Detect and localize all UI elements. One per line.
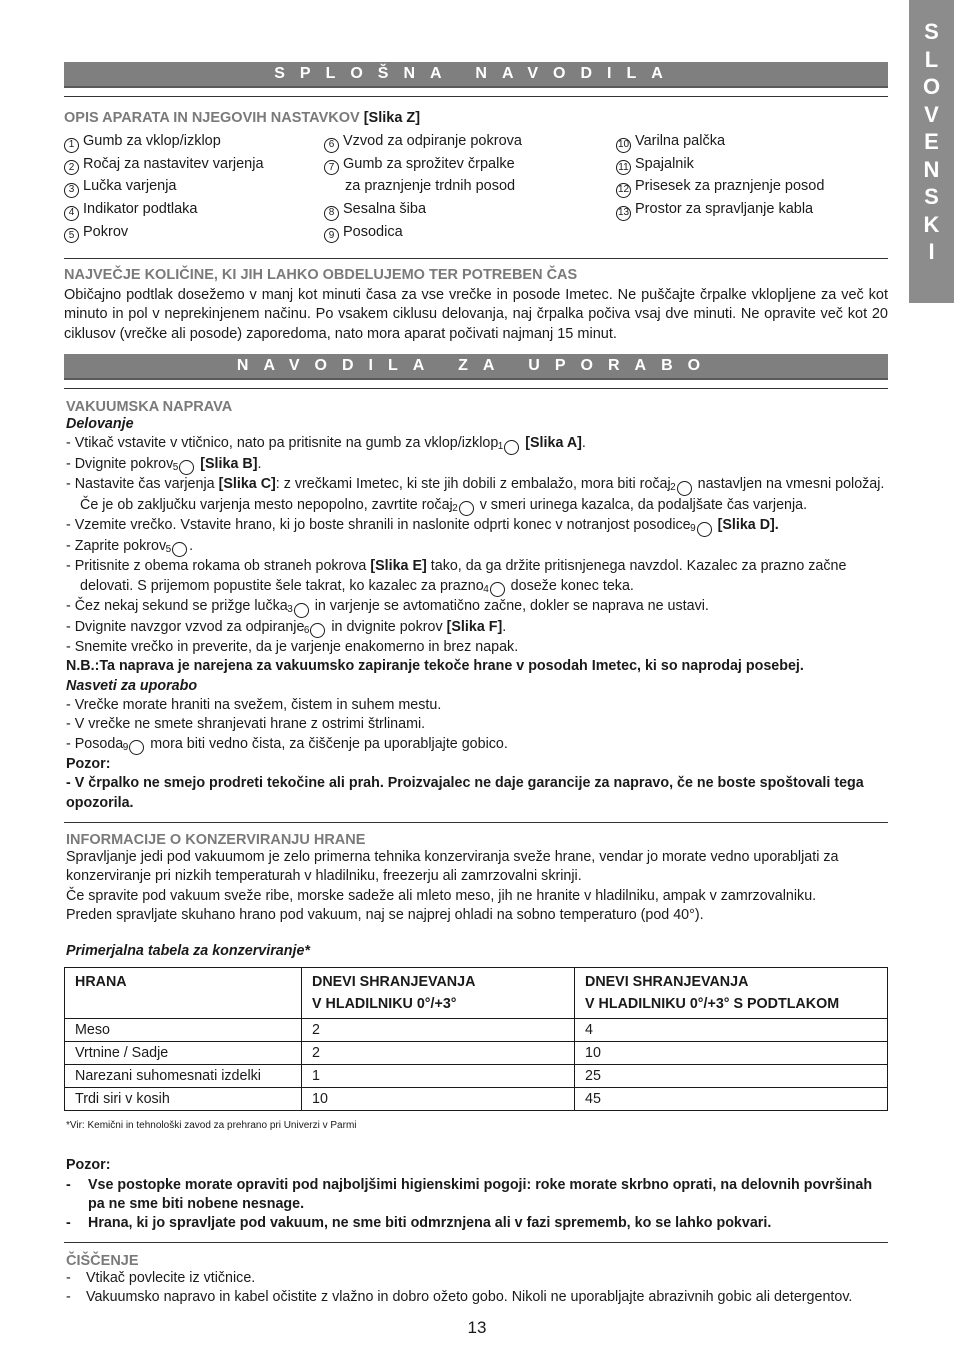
- section-max-quantities: [64, 267, 888, 345]
- list-item: - Čez nekaj sekund se prižge lučka 3 in varjenje se avtomatično začne, dokler se naprava ne ustavi.: [66, 597, 888, 618]
- table-cell: 10: [302, 1088, 575, 1111]
- section-title: VAKUUMSKA NAPRAVA: [66, 399, 233, 416]
- list-item: - Vtikač vstavite v vtičnico, nato pa pritisnite na gumb za vklop/izklop 1 [Slika A].: [66, 434, 888, 455]
- lang-letter: V: [924, 101, 939, 127]
- part-item: 9 Posodica: [324, 221, 616, 244]
- part-item: 5 Pokrov: [64, 221, 324, 244]
- parts-column: [64, 130, 324, 244]
- table-cell: 25: [575, 1065, 888, 1088]
- list-item: - Zaprite pokrov 5 .: [66, 537, 888, 558]
- banner-usage: NAVODILA ZA UPORABO: [64, 354, 888, 380]
- table-cell: Trdi siri v kosih: [65, 1088, 302, 1111]
- lang-letter: O: [922, 74, 941, 99]
- table-cell: 2: [302, 1019, 575, 1042]
- list-item: - Dvignite pokrov 5 [Slika B].: [66, 455, 888, 476]
- lang-letter: L: [924, 46, 939, 72]
- table-header: HRANA: [65, 968, 302, 1019]
- divider: [64, 388, 888, 389]
- part-item: 12 Prisesek za praznjenje posod: [616, 175, 888, 198]
- part-item: 11 Spajalnik: [616, 153, 888, 176]
- part-item: 3 Lučka varjenja: [64, 175, 324, 198]
- table-cell: Meso: [65, 1019, 302, 1042]
- warning-label: Pozor:: [66, 1157, 111, 1174]
- table-header-row: [65, 968, 888, 1019]
- page-content: [64, 62, 888, 1307]
- paragraph: Preden spravljate skuhano hrano pod vakuum, naj se najprej ohladi na sobno temperaturo (pod 40°).: [66, 906, 704, 923]
- part-item: 8 Sesalna šiba: [324, 198, 616, 221]
- part-item: 4 Indikator podtlaka: [64, 198, 324, 221]
- section-title: OPIS APARATA IN NJEGOVIH NASTAVKOV [Slika Z]: [64, 110, 421, 126]
- warning-text: - V črpalko ne smejo prodreti tekočine ali prah. Proizvajalec ne daje garancije za napravo, če ne boste spoštovali tega opozorila.: [66, 775, 864, 811]
- part-item: 1 Gumb za vklop/izklop: [64, 130, 324, 153]
- list-item: - Vtikač povlecite iz vtičnice.: [66, 1269, 256, 1286]
- note: N.B.:Ta naprava je narejena za vakuumsko zapiranje tekoče hrane v posodah Imetec, ki so naprodaj posebej.: [66, 658, 804, 675]
- language-tab: [909, 0, 954, 303]
- section-title: NAJVEČJE KOLIČINE, KI JIH LAHKO OBDELUJEMO TER POTREBEN ČAS: [64, 266, 578, 283]
- part-item: 10 Varilna palčka: [616, 130, 888, 153]
- table-cell: 45: [575, 1088, 888, 1111]
- storage-table: [64, 967, 888, 1111]
- list-item: - Posoda 9 mora biti vedno čista, za čiščenje pa uporabljajte gobico.: [66, 735, 888, 756]
- list-item: - Vrečke morate hraniti na svežem, čistem in suhem mestu.: [66, 697, 442, 713]
- list-item: - Pritisnite z obema rokama ob straneh pokrova [Slika E] tako, da ga držite pritisnjenega navzdol. Kazalec za prazno začne delovati. S prijemom popustite šele takrat, ko kazalec za prazno 4 doseže konec teka.: [66, 557, 888, 597]
- paragraph: Običajno podtlak dosežemo v manj kot minuti časa za vse vrečke in posode Imetec. Ne puščajte črpalke vklopljene za več kot minuto in pol v neprekinjenem načinu. Po vsakem ciklusu delovanja, naj črpalka počiva vsaj dve minuti. Ne opravite več kot 20 ciklusov (vrečke ali posode) zaporedoma, nato mora aparat počivati najmanj 15 minut.: [64, 286, 888, 342]
- lang-letter: I: [928, 239, 935, 264]
- paragraph: Če spravite pod vakuum sveže ribe, morske sadeže ali mleto meso, jih ne hranite v hladilniku, ampak v zamrzovalniku.: [66, 887, 817, 904]
- lang-letter: K: [923, 211, 940, 237]
- divider: [64, 258, 888, 259]
- storage-warning: [64, 1156, 888, 1233]
- paragraph: Spravljanje jedi pod vakuumom je zelo primerna tehnika konzerviranja sveže hrane, vendar jo morate vedno uporabljati za konzerviranje pri nizkih temperaturah v hladilniku, freezerju ali zamrzovalni skrinji.: [66, 848, 839, 885]
- table-cell: 4: [575, 1019, 888, 1042]
- table-cell: 1: [302, 1065, 575, 1088]
- list-item: - Nastavite čas varjenja [Slika C]: z vrečkami Imetec, ki ste jih dobili z embalažo, mora biti ročaj 2 nastavljen na vmesni položaj. Če je ob zaključku varjenja mesto nepopolno, zavrtite ročaj 2 v smeri urinega kazalca, da podaljšate čas varjenja.: [66, 475, 888, 516]
- banner-general: SPLOŠNA NAVODILA: [64, 62, 888, 88]
- section-storage: [64, 832, 888, 961]
- table-row: [65, 1042, 888, 1065]
- section-description: [64, 110, 888, 244]
- list-item: - V vrečke ne smete shranjevati hrane z ostrimi štrlinami.: [66, 716, 426, 733]
- list-item: - Snemite vrečko in preverite, da je varjenje enakomerno in brez napak.: [66, 639, 519, 656]
- lang-letter: S: [924, 19, 939, 44]
- subheading: Delovanje: [66, 416, 134, 433]
- table-caption: Primerjalna tabela za konzerviranje*: [66, 943, 310, 960]
- table-cell: Vrtnine / Sadje: [65, 1042, 302, 1065]
- section-title: ČIŠČENJE: [66, 1252, 139, 1269]
- parts-list: [64, 130, 888, 244]
- divider: [64, 1242, 888, 1243]
- warning-item: - Hrana, ki jo spravljate pod vakuum, ne sme biti odmrznjena ali v fazi sprememb, ko se lahko pokvari.: [66, 1215, 772, 1232]
- divider: [64, 822, 888, 823]
- steps-list: [66, 434, 888, 657]
- table-cell: Narezani suhomesnati izdelki: [65, 1065, 302, 1088]
- parts-column: [616, 130, 888, 244]
- tips-list: [66, 696, 888, 755]
- divider: [64, 96, 888, 97]
- part-item: 13 Prostor za spravljanje kabla: [616, 198, 888, 221]
- section-vacuum: [64, 399, 888, 813]
- lang-letter: S: [924, 184, 939, 209]
- section-cleaning: [64, 1253, 888, 1308]
- lang-letter: N: [923, 156, 940, 182]
- table-header: DNEVI SHRANJEVANJA V HLADILNIKU 0°/+3° S PODTLAKOM: [575, 968, 888, 1019]
- list-item: - Dvignite navzgor vzvod za odpiranje 6 in dvignite pokrov [Slika F].: [66, 618, 888, 639]
- lang-letter: E: [924, 129, 939, 154]
- part-item: 7 Gumb za sprožitev črpalke: [324, 153, 616, 176]
- table-cell: 10: [575, 1042, 888, 1065]
- list-item: - Vakuumsko napravo in kabel očistite z vlažno in dobro ožeto gobo. Nikoli ne uporabljajte abrazivnih gobic ali detergentov.: [66, 1288, 853, 1305]
- list-item: - Vzemite vrečko. Vstavite hrano, ki jo boste shranili in naslonite odprti konec v notranjost posodice 9 [Slika D].: [66, 516, 888, 537]
- table-row: [65, 1019, 888, 1042]
- table-cell: 2: [302, 1042, 575, 1065]
- part-item-cont: za praznjenje trdnih posod: [345, 178, 516, 195]
- subheading: Nasveti za uporabo: [66, 677, 198, 694]
- part-item: 2 Ročaj za nastavitev varjenja: [64, 153, 324, 176]
- table-header: DNEVI SHRANJEVANJA V HLADILNIKU 0°/+3°: [302, 968, 575, 1019]
- warning-item: - Vse postopke morate opraviti pod najboljšimi higienskimi pogoji: roke morate skrbno oprati, na delovnih površinah pa ne sme biti nobene nesnage.: [66, 1176, 873, 1213]
- warning-label: Pozor:: [66, 756, 111, 773]
- footnote: *Vir: Kemični in tehnološki zavod za prehrano pri Univerzi v Parmi: [66, 1120, 357, 1132]
- page-number: 13: [467, 1318, 487, 1337]
- table-row: [65, 1088, 888, 1111]
- parts-column: [324, 130, 616, 244]
- table-row: [65, 1065, 888, 1088]
- part-item: 6 Vzvod za odpiranje pokrova: [324, 130, 616, 153]
- section-title: INFORMACIJE O KONZERVIRANJU HRANE: [66, 831, 366, 848]
